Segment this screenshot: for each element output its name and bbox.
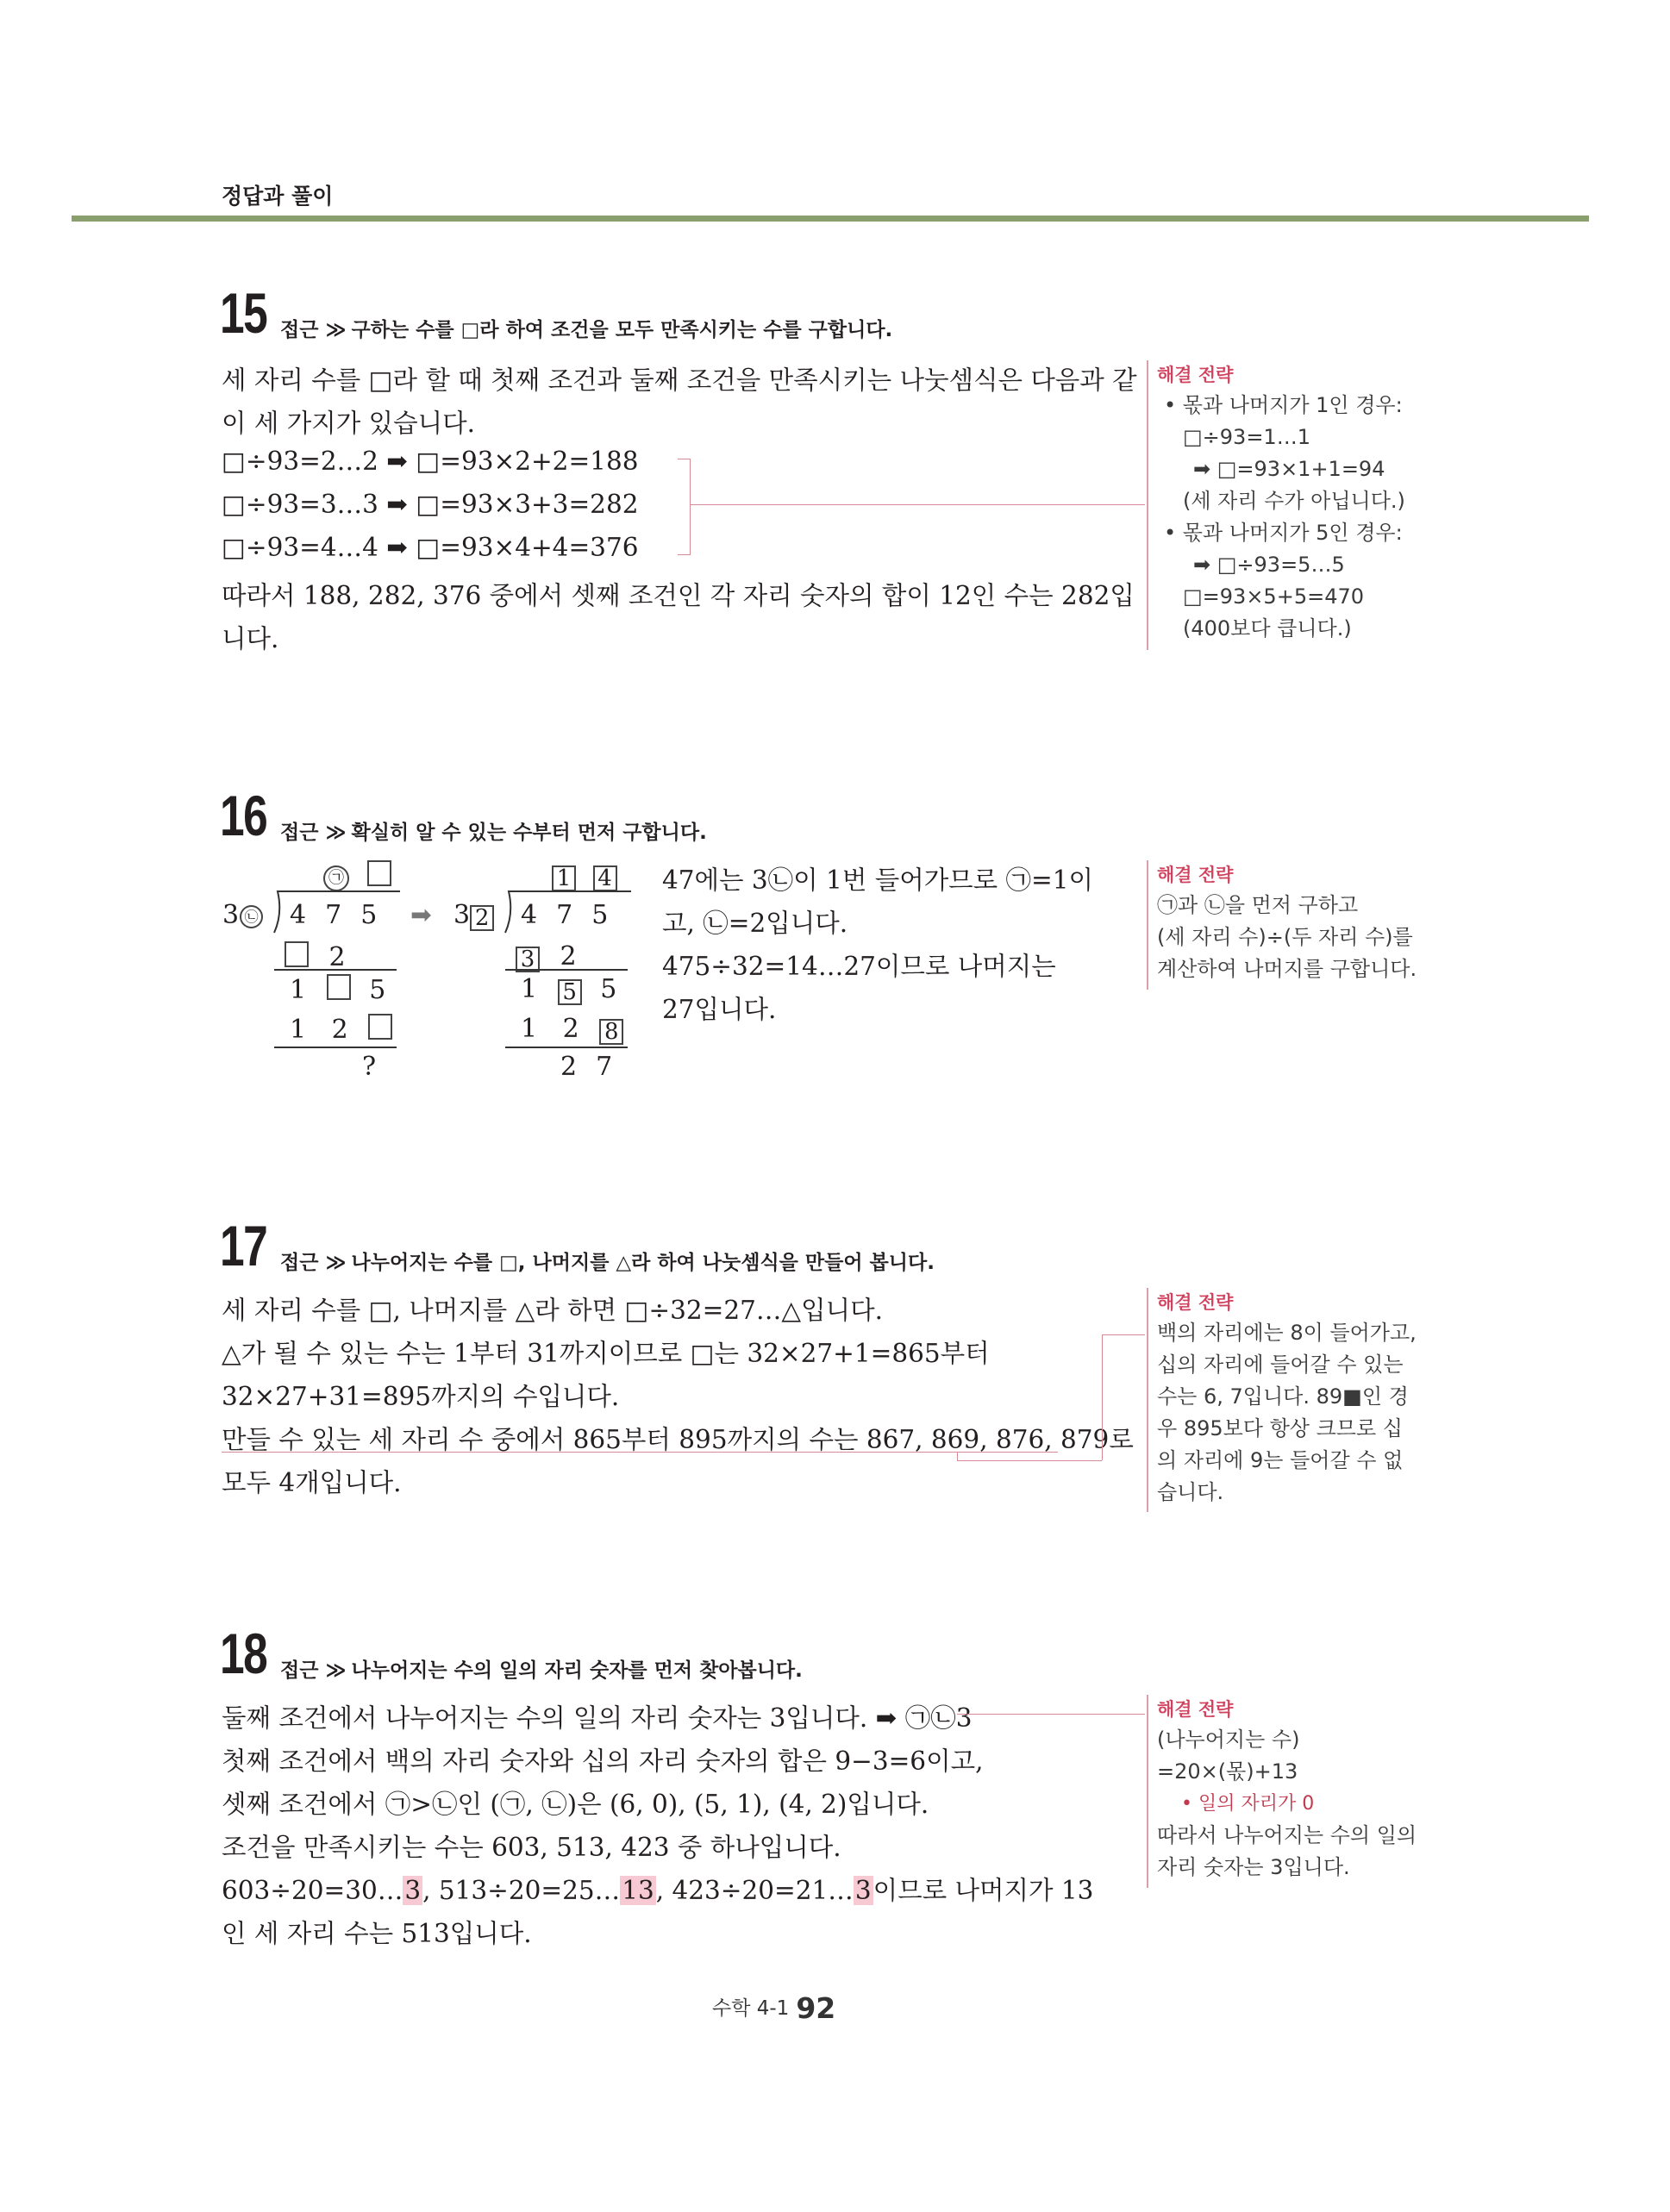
digit-box: 1 xyxy=(552,865,576,891)
highlighted-remainder: 3 xyxy=(404,1876,422,1905)
p15-line-3: □÷93=2…2 ➡ □=93×2+2=188 xyxy=(222,447,639,476)
ld-right-quotient xyxy=(552,860,617,891)
approach-16 xyxy=(280,816,707,845)
digit: 1 xyxy=(290,1015,307,1045)
problem-number-15: 15 xyxy=(220,281,267,345)
strategy-line: 백의 자리에는 8이 들어가고, xyxy=(1157,1321,1417,1345)
strategy-line: • 몫과 나머지가 1인 경우: xyxy=(1164,393,1403,417)
ld-left-bar-1 xyxy=(274,969,397,971)
p15-connector xyxy=(690,504,1145,505)
digit: 7 xyxy=(596,1052,632,1082)
text-run: 이므로 나머지가 13 xyxy=(873,1876,1094,1905)
strategy-line: 의 자리에 9는 들어갈 수 없 xyxy=(1157,1448,1404,1472)
ld-left-step2 xyxy=(290,974,385,1005)
p17-tick xyxy=(957,1452,958,1460)
p18-line-2: 첫째 조건에서 백의 자리 숫자와 십의 자리 숫자의 합은 9−3=6이고, xyxy=(222,1746,984,1776)
strategy-line: 우 895보다 항상 크므로 십 xyxy=(1157,1416,1403,1440)
ld-right-step1 xyxy=(516,941,577,972)
digit-box: 8 xyxy=(599,1019,623,1045)
p18-line-1: 둘째 조건에서 나누어지는 수의 일의 자리 숫자는 3입니다. ➡ ㉠㉡3 xyxy=(222,1703,973,1733)
p17-connector-a xyxy=(957,1460,1102,1461)
strategy-box-16 xyxy=(1147,860,1442,990)
blank-box xyxy=(285,941,309,967)
digit: 4 xyxy=(521,900,557,930)
p15-line-1: 세 자리 수를 □라 할 때 첫째 조건과 둘째 조건을 만족시키는 나눗셈식은 다음과 같 xyxy=(222,366,1137,395)
p17-connector-c xyxy=(1102,1334,1145,1335)
strategy-line: ㉠과 ㉡을 먼저 구하고 xyxy=(1157,893,1359,917)
p17-line-3: 32×27+31=895까지의 수입니다. xyxy=(222,1382,620,1411)
blank-box xyxy=(368,1014,392,1040)
blank-box xyxy=(367,860,391,886)
text-run: , 423÷20=21… xyxy=(655,1876,854,1905)
p17-line-5: 모두 4개입니다. xyxy=(222,1468,402,1497)
p18-line-3: 셋째 조건에서 ㉠>㉡인 (㉠, ㉡)은 (6, 0), (5, 1), (4, 2)입니다. xyxy=(222,1790,929,1819)
approach-label: 접근 ≫ xyxy=(280,1659,347,1682)
approach-15 xyxy=(280,314,892,342)
text-run: , 513÷20=25… xyxy=(422,1876,621,1905)
ld-right-bar-2 xyxy=(505,1047,628,1048)
approach-label: 접근 ≫ xyxy=(280,1252,347,1274)
digit: 1 xyxy=(521,1014,538,1044)
ld-right-remainder xyxy=(560,1052,631,1082)
strategy-line: =20×(몫)+13 xyxy=(1157,1759,1298,1784)
digit-box: 2 xyxy=(470,905,494,931)
ld-right-bar-1 xyxy=(505,969,628,971)
strategy-title: 해결 전략 xyxy=(1157,365,1234,385)
strategy-line: □=93×5+5=470 xyxy=(1183,584,1364,609)
digit: 2 xyxy=(562,1014,579,1044)
digit-box: 4 xyxy=(593,865,617,891)
digit: 7 xyxy=(556,900,592,930)
p15-bracket xyxy=(678,459,691,555)
approach-text: 구하는 수를 □라 하여 조건을 모두 만족시키는 수를 구합니다. xyxy=(351,319,893,341)
strategy-box-18 xyxy=(1147,1695,1442,1888)
p16-line-3: 475÷32=14…27이므로 나머지는 xyxy=(662,952,1056,981)
header-rule xyxy=(72,216,1589,222)
strategy-line: (세 자리 수가 아닙니다.) xyxy=(1183,489,1405,513)
digit: 2 xyxy=(331,1015,348,1045)
ld-right-step2 xyxy=(521,974,616,1005)
strategy-line: ➡ □=93×1+1=94 xyxy=(1193,457,1385,481)
digit: 2 xyxy=(328,942,346,972)
p18-line-4: 조건을 만족시키는 수는 603, 513, 423 중 하나입니다. xyxy=(222,1833,841,1862)
digit: 2 xyxy=(560,941,577,972)
p17-connector-b xyxy=(1102,1334,1103,1460)
digit: 2 xyxy=(560,1052,597,1082)
digit-box: 3 xyxy=(516,947,540,972)
digit: 3 xyxy=(453,900,471,930)
ld-left-bar-2 xyxy=(274,1047,397,1048)
text-run: 603÷20=30… xyxy=(222,1876,403,1905)
strategy-line: • 몫과 나머지가 5인 경우: xyxy=(1164,521,1403,545)
p15-line-7: 니다. xyxy=(222,624,279,653)
strategy-box-17 xyxy=(1147,1288,1442,1512)
problem-number-16: 16 xyxy=(220,784,267,847)
p16-line-2: 고, ㉡=2입니다. xyxy=(662,909,848,938)
strategy-line: ➡ □÷93=5…5 xyxy=(1193,553,1345,577)
p17-line-2: △가 될 수 있는 수는 1부터 31까지이므로 □는 32×27+1=865부터 xyxy=(222,1339,990,1368)
strategy-line: 계산하여 나머지를 구합니다. xyxy=(1157,957,1417,981)
ld-right-step3 xyxy=(521,1014,623,1045)
digit: 5 xyxy=(369,975,386,1005)
strategy-note: • 일의 자리가 0 xyxy=(1181,1793,1315,1815)
approach-text: 나누어지는 수를 □, 나머지를 △라 하여 나눗셈식을 만들어 봅니다. xyxy=(351,1252,935,1274)
strategy-line: 십의 자리에 들어갈 수 있는 xyxy=(1157,1353,1404,1377)
p15-line-5: □÷93=4…4 ➡ □=93×4+4=376 xyxy=(222,533,639,562)
p16-line-4: 27입니다. xyxy=(662,995,777,1024)
footer-subject: 수학 4-1 xyxy=(712,1997,790,2020)
p15-line-6: 따라서 188, 282, 376 중에서 셋째 조건인 각 자리 숫자의 합이 12인 수는 282입 xyxy=(222,581,1135,610)
p17-line-4: 만들 수 있는 세 자리 수 중에서 865부터 895까지의 수는 867, 869, 876, 879로 xyxy=(222,1425,1134,1454)
circled-digit: ㉠ xyxy=(323,865,349,891)
p17-line-1: 세 자리 수를 □, 나머지를 △라 하면 □÷32=27…△입니다. xyxy=(222,1296,883,1325)
approach-text: 확실히 알 수 있는 수부터 먼저 구합니다. xyxy=(351,822,707,844)
page-header: 정답과 풀이 xyxy=(222,184,334,209)
p15-line-4: □÷93=3…3 ➡ □=93×3+3=282 xyxy=(222,490,639,519)
highlighted-remainder: 13 xyxy=(622,1876,654,1905)
strategy-line: (세 자리 수)÷(두 자리 수)를 xyxy=(1157,925,1413,949)
page-number: 92 xyxy=(796,1991,836,2025)
ld-left-step1 xyxy=(285,941,346,972)
ld-left-step3 xyxy=(290,1014,392,1045)
digit: 5 xyxy=(360,900,397,930)
digit: 5 xyxy=(600,974,617,1004)
arrow-icon: ➡ xyxy=(410,900,432,929)
blank-box xyxy=(327,974,351,1000)
strategy-line: 따라서 나누어지는 수의 일의 xyxy=(1157,1823,1417,1847)
digit: 1 xyxy=(290,975,307,1005)
approach-18 xyxy=(280,1654,803,1683)
approach-17 xyxy=(280,1247,935,1275)
strategy-box-15 xyxy=(1147,360,1442,650)
highlighted-remainder: 3 xyxy=(854,1876,872,1905)
divisor-digit: 3 xyxy=(222,900,240,930)
digit: 7 xyxy=(325,900,361,930)
strategy-line: 수는 6, 7입니다. 89■인 경 xyxy=(1157,1384,1409,1409)
digit: 5 xyxy=(591,900,628,930)
ld-right-divisor xyxy=(453,900,494,931)
p18-connector xyxy=(957,1714,1145,1715)
strategy-line: □÷93=1…1 xyxy=(1183,425,1310,449)
problem-number-18: 18 xyxy=(220,1622,267,1685)
p18-line-5 xyxy=(222,1871,1093,1907)
strategy-line: 자리 숫자는 3입니다. xyxy=(1157,1855,1350,1879)
digit: 1 xyxy=(521,974,538,1004)
ld-left-divisor xyxy=(222,900,264,930)
digit: 4 xyxy=(290,900,326,930)
p18-line-6: 인 세 자리 수는 513입니다. xyxy=(222,1919,532,1948)
ld-left-quotient xyxy=(322,860,391,891)
problem-number-17: 17 xyxy=(220,1214,267,1278)
approach-label: 접근 ≫ xyxy=(280,319,347,341)
strategy-title: 해결 전략 xyxy=(1157,1292,1234,1313)
ld-left-remainder: ? xyxy=(362,1052,377,1082)
strategy-title: 해결 전략 xyxy=(1157,865,1234,885)
p15-line-2: 이 세 가지가 있습니다. xyxy=(222,409,475,438)
strategy-title: 해결 전략 xyxy=(1157,1699,1234,1720)
p16-line-1: 47에는 3㉡이 1번 들어가므로 ㉠=1이 xyxy=(662,865,1094,895)
strategy-line: 습니다. xyxy=(1157,1480,1224,1504)
approach-label: 접근 ≫ xyxy=(280,822,347,844)
approach-text: 나누어지는 수의 일의 자리 숫자를 먼저 찾아봅니다. xyxy=(351,1659,803,1682)
strategy-line: (400보다 큽니다.) xyxy=(1183,616,1352,640)
ld-left-dividend xyxy=(290,900,396,930)
ld-right-dividend xyxy=(521,900,627,930)
page-footer xyxy=(712,1991,835,2025)
p17-underline xyxy=(222,1452,1058,1453)
digit-box: 5 xyxy=(558,979,582,1005)
strategy-line: (나누어지는 수) xyxy=(1157,1728,1300,1752)
circled-digit: ㉡ xyxy=(240,905,263,928)
